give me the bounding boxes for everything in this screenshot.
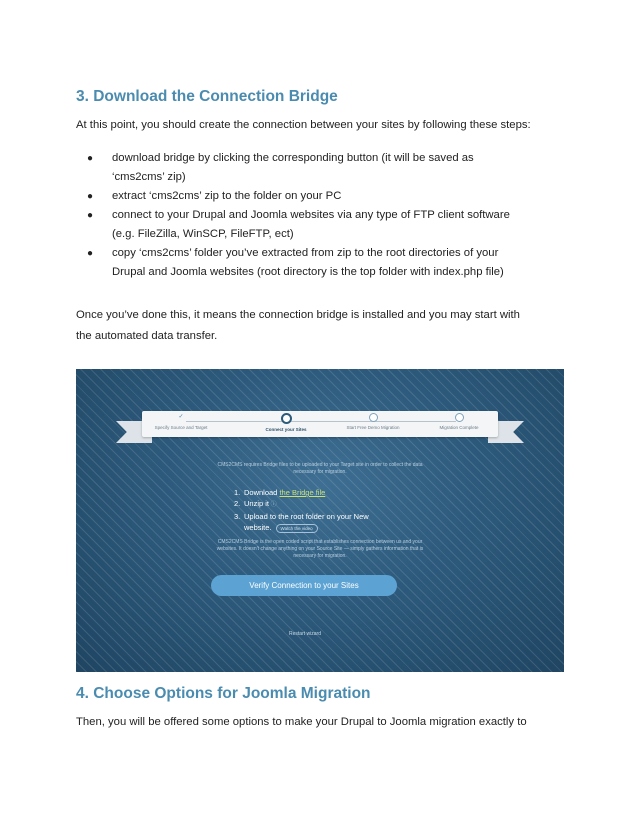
wizard-step-complete[interactable] — [414, 413, 504, 430]
list-text: Upload to the root folder on your New — [244, 512, 369, 521]
restart-wizard-link[interactable]: Restart wizard — [289, 631, 321, 637]
bullet-icon: ● — [87, 153, 94, 164]
list-item — [76, 206, 574, 244]
outro-paragraph-line1: Once you’ve done this, it means the connection bridge is installed and you may start with — [76, 309, 520, 321]
list-text: Unzip it — [244, 499, 270, 508]
verify-connection-button[interactable]: Verify Connection to your Sites — [211, 575, 397, 596]
step-text-continued: ‘cms2cms’ zip) — [112, 171, 186, 183]
wizard-step-specify[interactable] — [136, 413, 226, 430]
section-heading-download-bridge: 3. Download the Connection Bridge — [76, 88, 338, 105]
list-item — [76, 149, 574, 187]
bullet-icon: ● — [87, 210, 94, 221]
outro-paragraph-line2: the automated data transfer. — [76, 330, 218, 342]
list-text: website. — [244, 523, 272, 532]
bridge-file-link[interactable]: the Bridge file — [279, 488, 326, 497]
list-item — [234, 498, 434, 511]
list-number: 3. — [234, 512, 241, 521]
info-icon[interactable]: ⓘ — [269, 502, 277, 508]
list-item — [234, 522, 434, 533]
options-paragraph: Then, you will be offered some options to make your Drupal to Joomla migration exactly to — [76, 716, 527, 728]
wizard-step-label: Migration Complete — [439, 425, 479, 430]
step-text: download bridge by clicking the corresponding button (it will be saved as — [112, 152, 474, 164]
wizard-step-label: Connect your Sites — [265, 427, 307, 432]
list-item — [234, 487, 434, 498]
step-dot-icon — [455, 413, 464, 422]
list-item — [76, 187, 574, 206]
intro-paragraph: At this point, you should create the connection between your sites by following these steps: — [76, 119, 531, 131]
bridge-description-note: CMS2CMS Bridge is the open coded script that establishes connection between us and your websites. It doesn't change anything on your Source Site — simply gathers information that is necessary for migration. — [216, 539, 424, 559]
check-icon: ✓ — [178, 414, 184, 420]
steps-list — [76, 149, 574, 282]
section-heading-joomla-options: 4. Choose Options for Joomla Migration — [76, 685, 371, 702]
step-dot-icon — [369, 413, 378, 422]
wizard-step-connect[interactable] — [241, 413, 331, 432]
wizard-step-demo[interactable] — [328, 413, 418, 430]
step-text: connect to your Drupal and Joomla websites via any type of FTP client software — [112, 209, 510, 221]
list-text: Download — [244, 488, 280, 497]
wizard-step-label: Specify Source and Target — [154, 425, 208, 430]
migration-wizard-screenshot — [76, 369, 564, 672]
active-step-dot-icon — [281, 413, 292, 424]
bridge-steps-list — [234, 487, 434, 533]
bullet-icon: ● — [87, 191, 94, 202]
list-number: 2. — [234, 499, 241, 508]
step-text-continued: (e.g. FileZilla, WinSCP, FileFTP, ect) — [112, 228, 294, 240]
list-item — [234, 511, 434, 522]
step-text: copy ‘cms2cms’ folder you’ve extracted from zip to the root directories of your — [112, 247, 499, 259]
list-item — [76, 244, 574, 282]
step-text-continued: Drupal and Joomla websites (root directory is the top folder with index.php file) — [112, 266, 504, 278]
list-number: 1. — [234, 488, 241, 497]
watch-video-button[interactable]: Watch the video — [276, 524, 318, 533]
bridge-requirement-note: CMS2CMS requires Bridge files to be uploaded to your Target site in order to collect the data necessary for migration. — [217, 462, 423, 475]
bullet-icon: ● — [87, 248, 94, 259]
wizard-step-label: Start Free Demo Migration — [346, 425, 400, 430]
step-text: extract ‘cms2cms’ zip to the folder on your PC — [112, 190, 342, 202]
